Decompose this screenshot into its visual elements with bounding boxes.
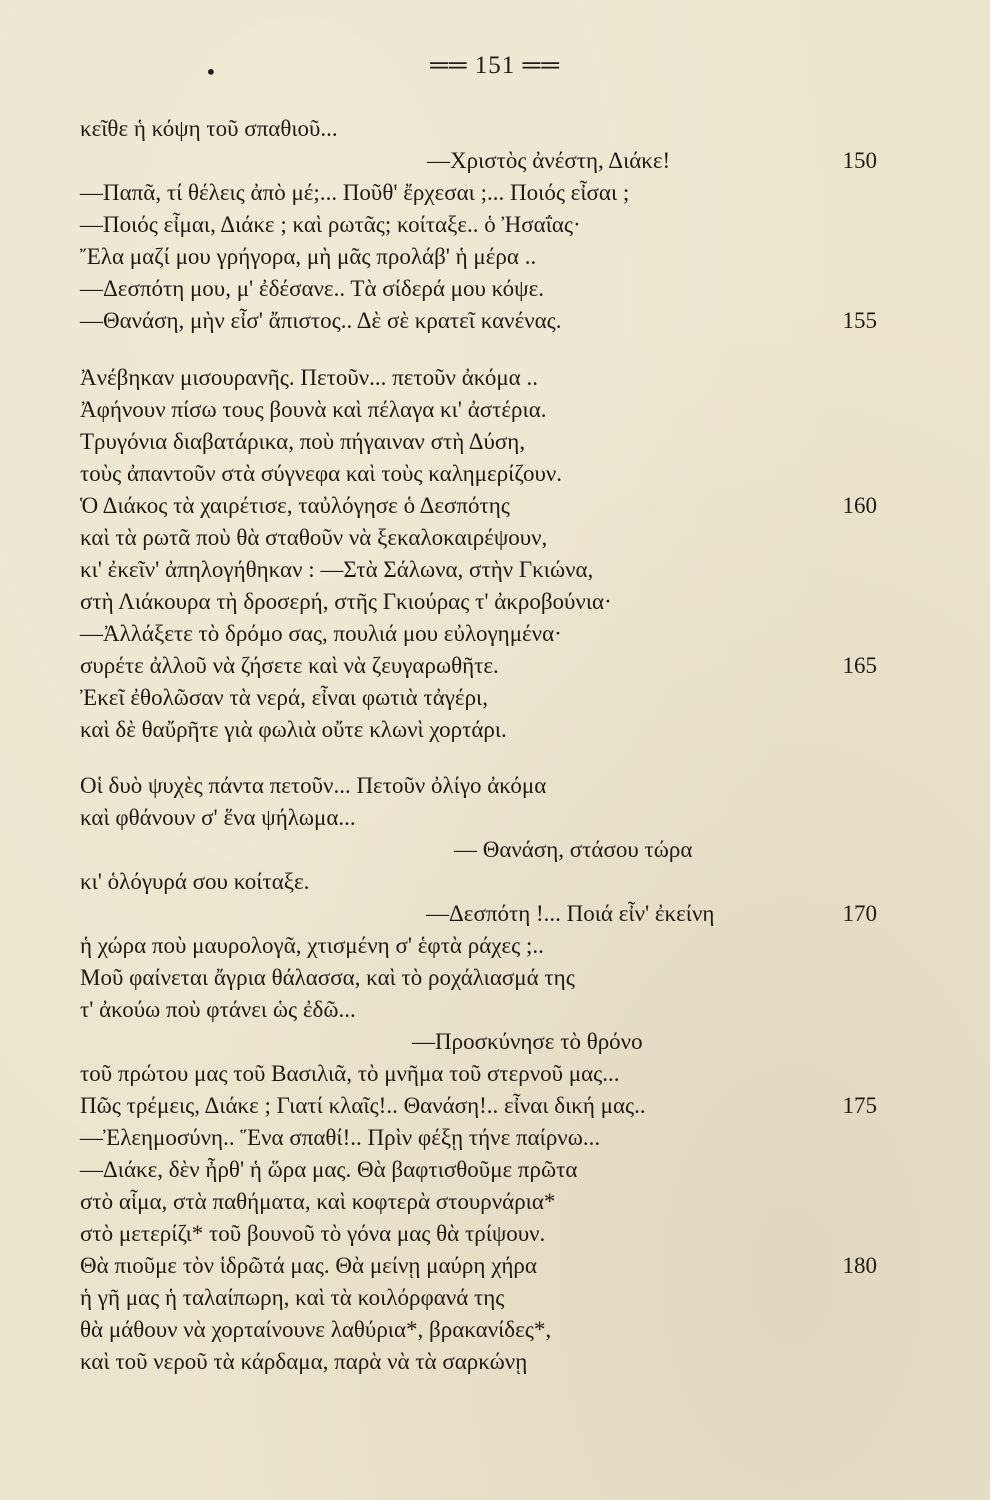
line-text: καὶ τοῦ νεροῦ τὰ κάρδαμα, παρὰ νὰ τὰ σαρκώνῃ	[80, 1349, 528, 1374]
line-text: κεῖθε ἡ κόψη τοῦ σπαθιοῦ...	[80, 116, 338, 141]
line-text: Τρυγόνια διαβατάρικα, ποὺ πήγαιναν στὴ Δύση,	[80, 429, 526, 454]
line-number: 180	[842, 1253, 877, 1278]
line-text: Ἀνέβηκαν μισουρανῆς. Πετοῦν... πετοῦν ἀκόμα ..	[80, 365, 538, 390]
line-number: 155	[842, 308, 877, 333]
line-text: —Προσκύνησε τὸ θρόνο	[412, 1029, 643, 1054]
line-number: 165	[842, 653, 877, 678]
text-line	[80, 586, 880, 618]
line-text: κι' ὁλόγυρά σου κοίταξε.	[80, 869, 310, 894]
line-text: στὸ μετερίζι* τοῦ βουνοῦ τὸ γόνα μας θὰ τρίψουν.	[80, 1221, 546, 1246]
text-line	[80, 802, 880, 834]
line-number: 150	[842, 148, 877, 173]
line-text: Ἀφήνουν πίσω τους βουνὰ καὶ πέλαγα κι' ἀστέρια.	[80, 397, 547, 422]
line-text: —Δεσπότη μου, μ' ἐδέσανε.. Τὰ σίδερά μου κόψε.	[80, 276, 544, 301]
text-line	[80, 305, 880, 337]
text-line	[80, 714, 880, 746]
text-line	[80, 490, 880, 522]
text-line	[80, 770, 880, 802]
line-text: θὰ μάθουν νὰ χορταίνουνε λαθύρια*, βρακανίδες*,	[80, 1317, 552, 1342]
line-text: —Διάκε, δὲν ἦρθ' ἡ ὥρα μας. Θὰ βαφτισθοῦμε πρῶτα	[80, 1157, 578, 1182]
line-text: τοὺς ἀπαντοῦν στὰ σύγνεφα καὶ τοὺς καλημερίζουν.	[80, 461, 563, 486]
line-text: τ' ἀκούω ποὺ φτάνει ὡς ἐδῶ...	[80, 997, 356, 1022]
line-text: τοῦ πρώτου μας τοῦ Βασιλιᾶ, τὸ μνῆμα τοῦ στερνοῦ μας...	[80, 1061, 620, 1086]
text-line	[80, 1250, 880, 1282]
text-line	[80, 1346, 880, 1378]
text-line	[80, 209, 880, 241]
line-text: Οἱ δυὸ ψυχὲς πάντα πετοῦν... Πετοῦν ὀλίγο ἀκόμα	[80, 773, 547, 798]
line-text: —Ἐλεημοσύνη.. Ἕνα σπαθί!.. Πρὶν φέξῃ τήνε παίρνω...	[80, 1125, 601, 1150]
line-text: Ἔλα μαζί μου γρήγορα, μὴ μᾶς προλάβ' ἡ μέρα ..	[80, 244, 537, 269]
line-number: 160	[842, 493, 877, 518]
text-line	[80, 1090, 880, 1122]
text-line	[80, 145, 880, 177]
line-text: —Δεσπότη !... Ποιά εἶν' ἐκείνη	[426, 901, 715, 926]
line-text: καὶ φθάνουν σ' ἕνα ψήλωμα...	[80, 805, 356, 830]
line-text: συρέτε ἀλλοῦ νὰ ζήσετε καὶ νὰ ζευγαρωθῆτε.	[80, 653, 499, 678]
text-line	[80, 618, 880, 650]
line-text: καὶ δὲ θαὔρῆτε γιὰ φωλιὰ οὔτε κλωνὶ χορτάρι.	[80, 717, 507, 742]
line-text: καὶ τὰ ρωτᾶ ποὺ θὰ σταθοῦν νὰ ξεκαλοκαιρέψουν,	[80, 525, 548, 550]
page-number: ══ 151 ══	[430, 52, 560, 79]
line-text: κι' ἐκεῖν' ἀπηλογήθηκαν : —Στὰ Σάλωνα, στὴν Γκιώνα,	[80, 557, 594, 582]
stray-dot: •	[205, 60, 217, 84]
text-line	[80, 994, 880, 1026]
line-text: — Θανάση, στάσου τώρα	[454, 837, 693, 862]
line-number: 170	[842, 901, 877, 926]
line-text: Μοῦ φαίνεται ἄγρια θάλασσα, καὶ τὸ ροχάλιασμά της	[80, 965, 575, 990]
text-line	[80, 650, 880, 682]
text-line	[80, 866, 880, 898]
text-line	[80, 1154, 880, 1186]
line-text: Θὰ πιοῦμε τὸν ἱδρῶτά μας. Θὰ μείνῃ μαύρη χήρα	[80, 1253, 537, 1278]
text-line	[80, 1218, 880, 1250]
text-line	[80, 834, 880, 866]
text-line	[80, 1314, 880, 1346]
text-line	[80, 1122, 880, 1154]
text-line	[80, 1026, 880, 1058]
line-text: —Παπᾶ, τί θέλεις ἀπὸ μέ;... Ποῦθ' ἔρχεσαι ;... Ποιός εἶσαι ;	[80, 180, 630, 205]
text-line	[80, 1186, 880, 1218]
text-line	[80, 394, 880, 426]
line-text: στὴ Λιάκουρα τὴ δροσερή, στῆς Γκιούρας τ' ἀκροβούνια·	[80, 589, 612, 614]
line-text: —Ποιός εἶμαι, Διάκε ; καὶ ρωτᾶς; κοίταξε.. ὁ Ἠσαΐας·	[80, 212, 581, 237]
line-text: ἡ γῆ μας ἡ ταλαίπωρη, καὶ τὰ κοιλόρφανά της	[80, 1285, 505, 1310]
text-line	[80, 113, 880, 145]
text-line	[80, 1058, 880, 1090]
line-text: —Ἀλλάξετε τὸ δρόμο σας, πουλιά μου εὐλογημένα·	[80, 621, 562, 646]
line-text: —Χριστὸς ἀνέστη, Διάκε!	[427, 148, 671, 173]
text-line	[80, 522, 880, 554]
line-number: 175	[842, 1093, 877, 1118]
line-text: ἡ χώρα ποὺ μαυρολογᾶ, χτισμένη σ' ἑφτὰ ράχες ;..	[80, 933, 544, 958]
line-text: Ὁ Διάκος τὰ χαιρέτισε, ταὐλόγησε ὁ Δεσπότης	[80, 493, 510, 518]
line-text: —Θανάση, μὴν εἶσ' ἄπιστος.. Δὲ σὲ κρατεῖ κανένας.	[80, 308, 562, 333]
text-line	[80, 426, 880, 458]
text-line	[80, 1282, 880, 1314]
text-line	[80, 930, 880, 962]
text-line	[80, 362, 880, 394]
text-line	[80, 962, 880, 994]
text-line	[80, 241, 880, 273]
text-line	[80, 554, 880, 586]
text-line	[80, 682, 880, 714]
text-line	[80, 458, 880, 490]
text-line	[80, 177, 880, 209]
line-text: Ἐκεῖ ἐθολῶσαν τὰ νερά, εἶναι φωτιὰ τἀγέρι,	[80, 685, 488, 710]
text-line	[80, 898, 880, 930]
text-line	[80, 273, 880, 305]
line-text: Πῶς τρέμεις, Διάκε ; Γιατί κλαῖς!.. Θανάση!.. εἶναι δική μας..	[80, 1093, 646, 1118]
line-text: στὸ αἷμα, στὰ παθήματα, καὶ κοφτερὰ στουρνάρια*	[80, 1189, 556, 1214]
